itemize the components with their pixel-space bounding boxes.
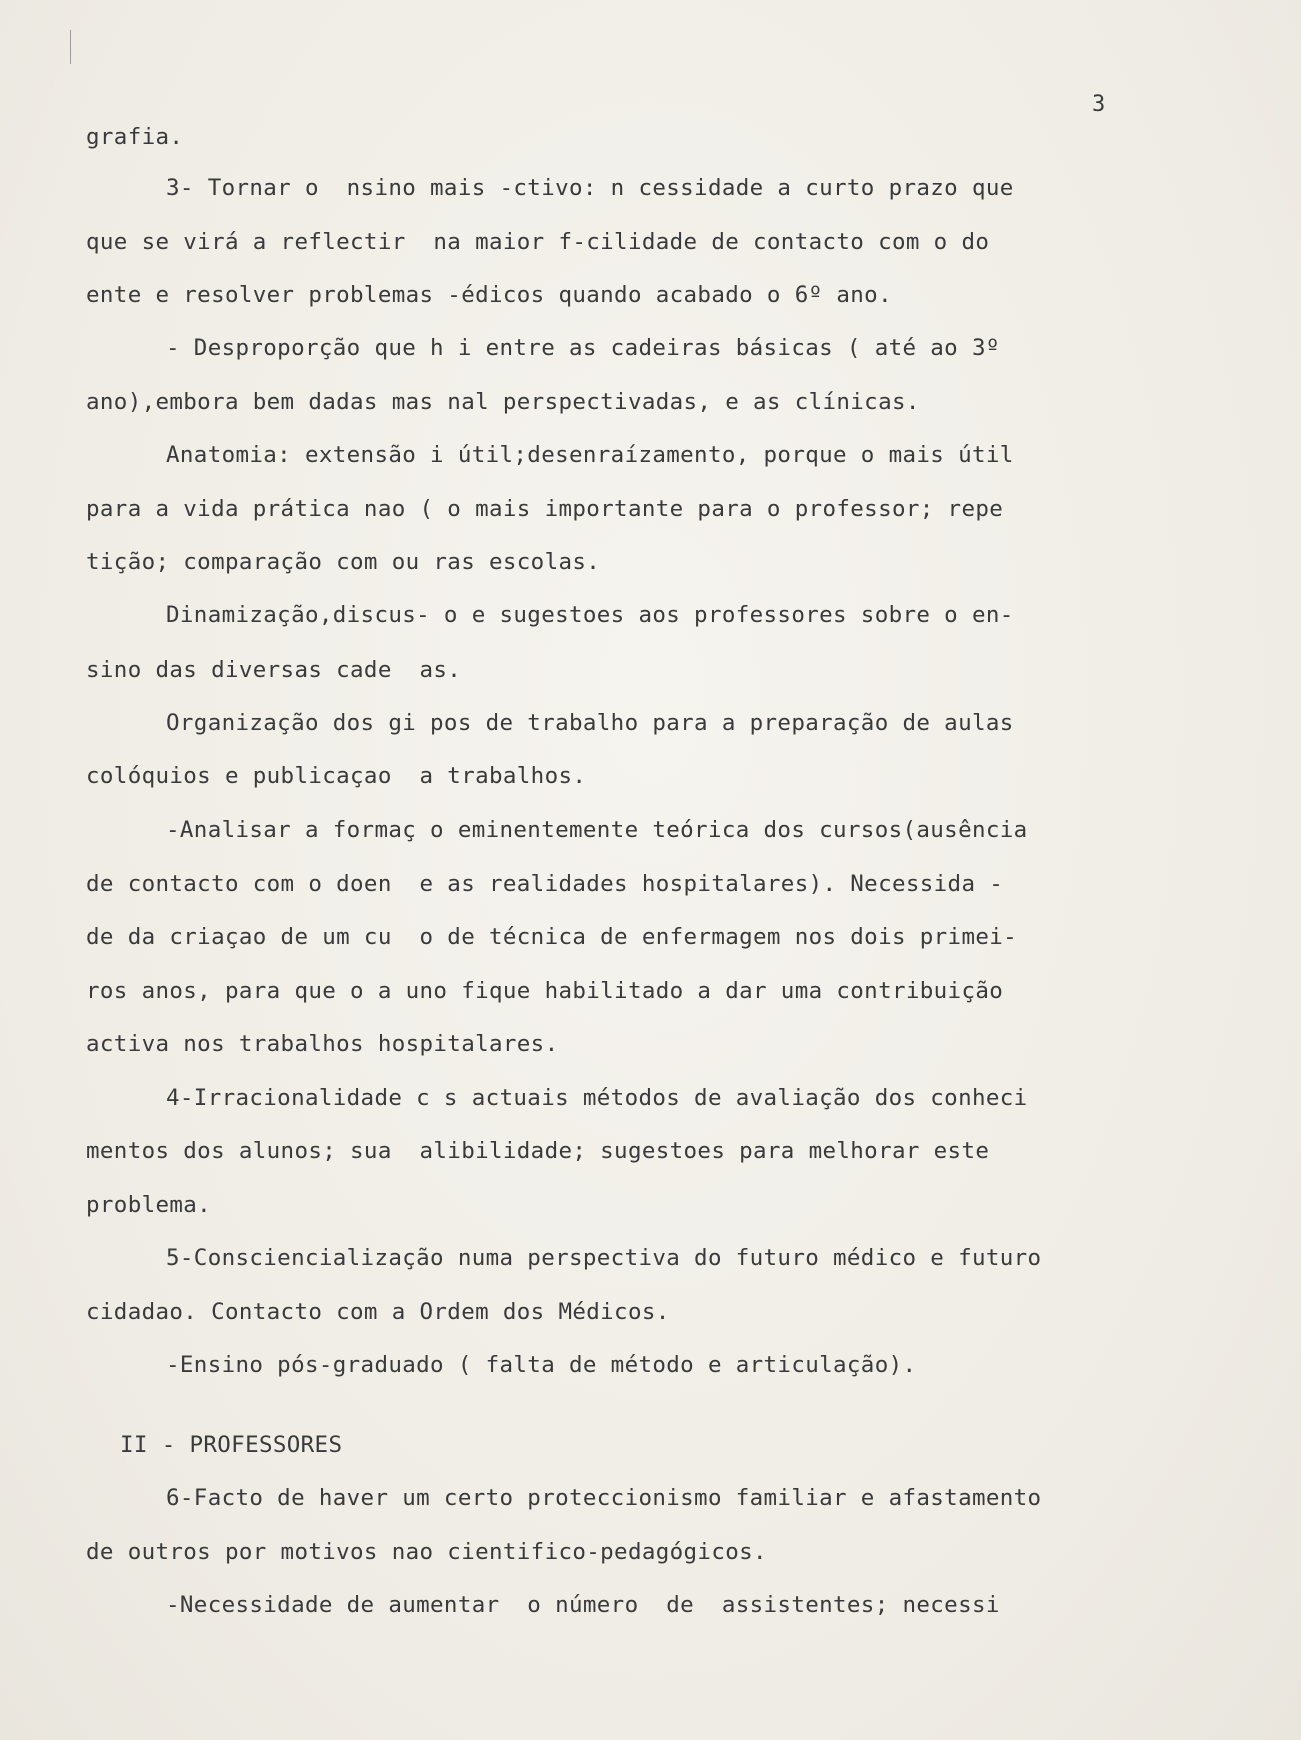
text-line: Anatomia: extensão i útil;desenraízamento, porque o mais útil bbox=[166, 442, 1014, 468]
text-line: 5-Consciencialização numa perspectiva do futuro médico e futuro bbox=[166, 1245, 1042, 1271]
text-line: ente e resolver problemas -édicos quando acabado o 6º ano. bbox=[86, 282, 892, 308]
text-line: 4-Irracionalidade c s actuais métodos de avaliação dos conheci bbox=[166, 1085, 1028, 1111]
text-line: 3- Tornar o nsino mais -ctivo: n cessidade a curto prazo que bbox=[166, 175, 1014, 201]
text-line: -Necessidade de aumentar o número de assistentes; necessi bbox=[166, 1592, 1000, 1618]
text-line: Dinamização,discus- o e sugestoes aos professores sobre o en- bbox=[166, 602, 1014, 628]
text-line: activa nos trabalhos hospitalares. bbox=[86, 1031, 559, 1057]
page-number: 3 bbox=[1092, 92, 1107, 117]
text-line: tição; comparação com ou ras escolas. bbox=[86, 549, 601, 575]
text-line: ros anos, para que o a uno fique habilitado a dar uma contribuição bbox=[86, 978, 1004, 1004]
text-line: de da criaçao de um cu o de técnica de enfermagem nos dois primei- bbox=[86, 924, 1018, 950]
text-line: - Desproporção que h i entre as cadeiras básicas ( até ao 3º bbox=[166, 335, 1000, 361]
text-line: de outros por motivos nao cientifico-pedagógicos. bbox=[86, 1539, 767, 1565]
text-line: grafia. bbox=[86, 124, 184, 150]
text-line: problema. bbox=[86, 1192, 212, 1218]
text-line: para a vida prática nao ( o mais importante para o professor; repe bbox=[86, 496, 1004, 522]
text-line: de contacto com o doen e as realidades hospitalares). Necessida - bbox=[86, 871, 1004, 897]
section-heading: II - PROFESSORES bbox=[120, 1432, 343, 1458]
text-line: -Ensino pós-graduado ( falta de método e articulação). bbox=[166, 1352, 917, 1378]
text-line: -Analisar a formaç o eminentemente teórica dos cursos(ausência bbox=[166, 817, 1028, 843]
text-line: mentos dos alunos; sua alibilidade; sugestoes para melhorar este bbox=[86, 1138, 990, 1164]
text-line: cidadao. Contacto com a Ordem dos Médicos. bbox=[86, 1299, 670, 1325]
text-line: 6-Facto de haver um certo proteccionismo familiar e afastamento bbox=[166, 1485, 1042, 1511]
text-line: colóquios e publicaçao a trabalhos. bbox=[86, 763, 587, 789]
text-line: Organização dos gi pos de trabalho para a preparação de aulas bbox=[166, 710, 1014, 736]
text-line: sino das diversas cade as. bbox=[86, 657, 462, 683]
text-line: ano),embora bem dadas mas nal perspectivadas, e as clínicas. bbox=[86, 389, 920, 415]
text-line: que se virá a reflectir na maior f-cilidade de contacto com o do bbox=[86, 229, 990, 255]
